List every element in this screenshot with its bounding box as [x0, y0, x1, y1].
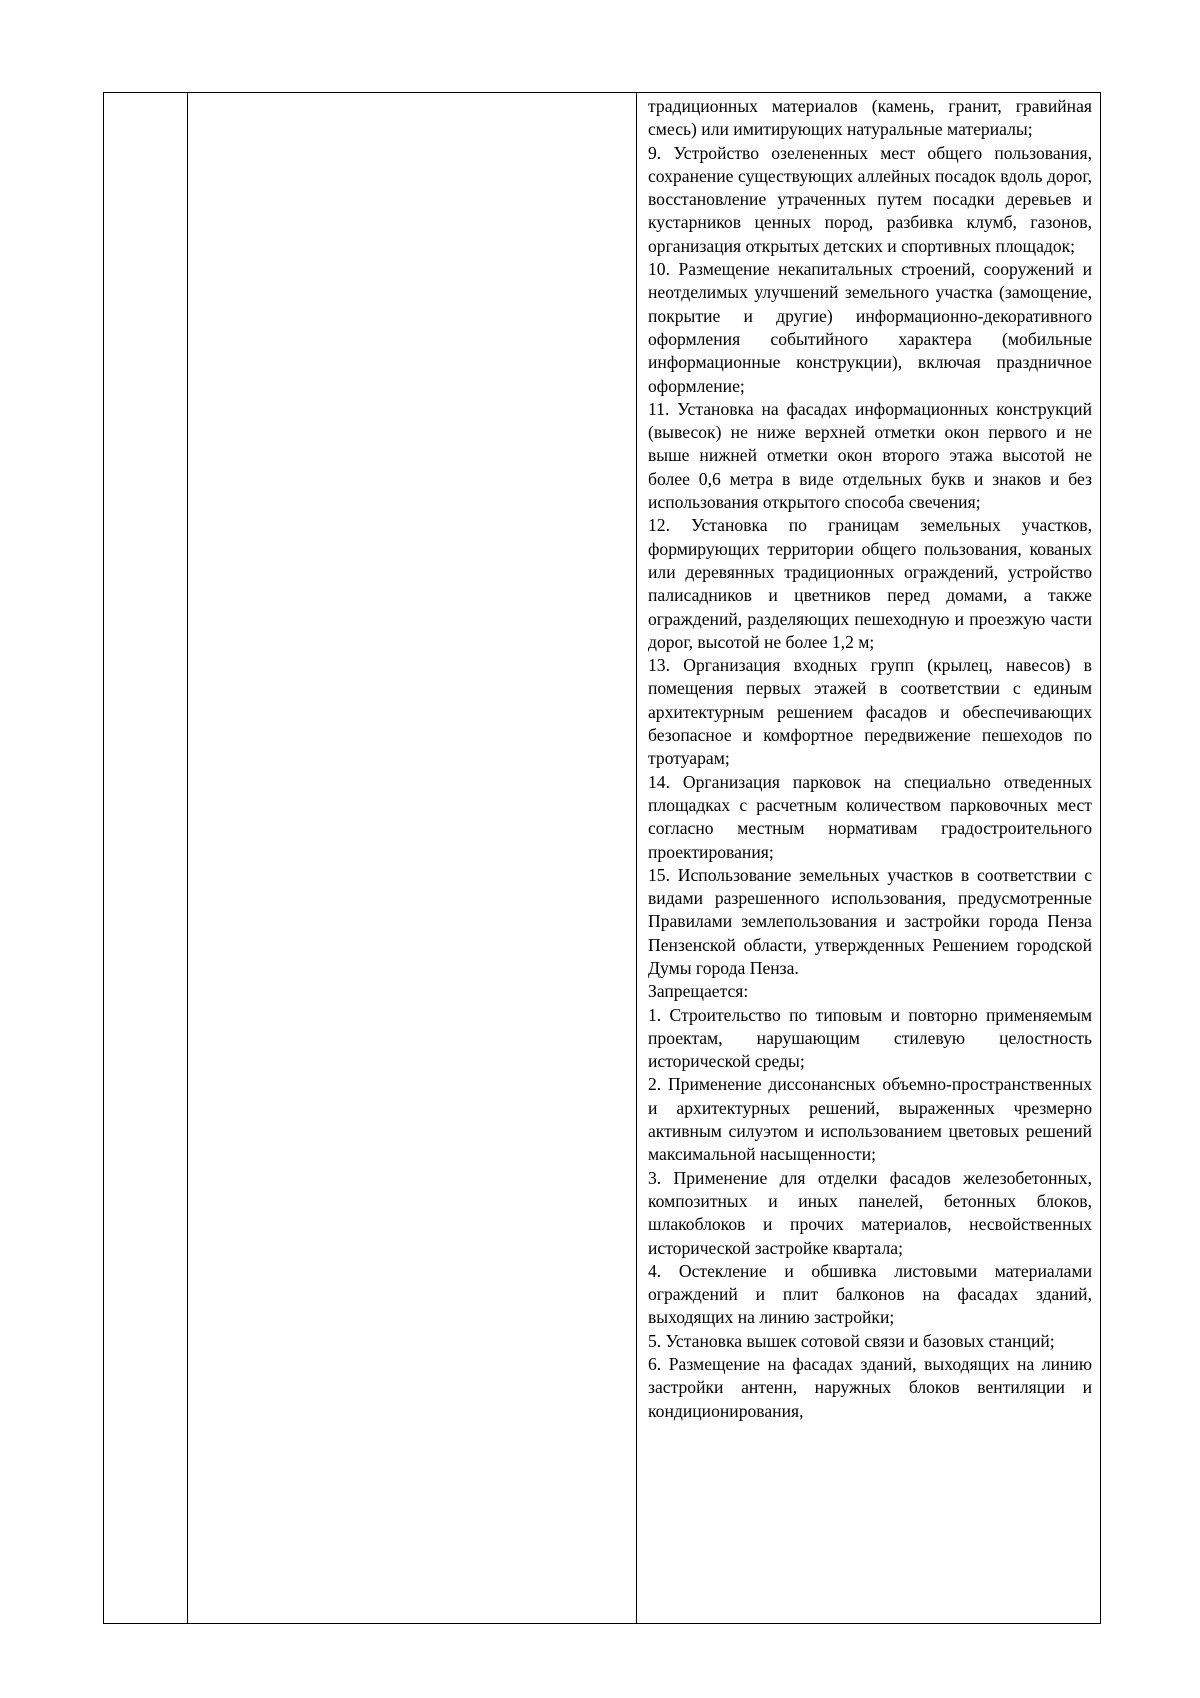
paragraph: 13. Организация входных групп (крылец, навесов) в помещения первых этажей в соответствии с единым архитектурным решением фасадов и обеспечивающих безопасное и комфортное передвижение пешеходов по тротуарам; — [648, 655, 1092, 769]
paragraph: 11. Установка на фасадах информационных конструкций (вывесок) не ниже верхней отметки окон первого и не выше нижней отметки окон второго этажа высотой не более 0,6 метра в виде отдельных букв и знаков и без использования открытого способа свечения; — [648, 398, 1092, 513]
paragraph: 14. Организация парковок на специально отведенных площадках с расчетным количеством парковочных мест согласно местным нормативам градостроительного проектирования; — [648, 771, 1092, 862]
paragraph: 10. Размещение некапитальных строений, сооружений и неотделимых улучшений земельного участка (замощение, покрытие и другие) информационно-декоративного оформления событийного характера (мобильные информационные конструкции), включая праздничное оформление; — [648, 259, 1092, 396]
paragraph: 5. Установка вышек сотовой связи и базовых станций; — [648, 1330, 1055, 1351]
table-cell-number — [104, 93, 188, 1624]
paragraph: 1. Строительство по типовым и повторно применяемым проектам, нарушающим стилевую целостность исторической среды; — [648, 1004, 1092, 1072]
table-cell-zone — [188, 93, 637, 1624]
requirements-text — [637, 93, 1100, 1623]
table-row — [104, 93, 1101, 1624]
paragraph: 15. Использование земельных участков в соответствии с видами разрешенного использования, предусмотренные Правилами землепользования и застройки города Пенза Пензенской области, утвержденных Решением городской Думы города Пенза. — [648, 864, 1092, 978]
paragraph: 4. Остекление и обшивка листовыми материалами ограждений и плит балконов на фасадах зданий, выходящих на линию застройки; — [648, 1260, 1092, 1328]
table-cell-requirements — [637, 93, 1101, 1624]
paragraph: традиционных материалов (камень, гранит, гравийная смесь) или имитирующих натуральные материалы; — [648, 96, 1092, 140]
section-heading: Запрещается: — [648, 981, 749, 1002]
paragraph: 6. Размещение на фасадах зданий, выходящих на линию застройки антенн, наружных блоков вентиляции и кондиционирования, — [648, 1354, 1092, 1421]
paragraph: 9. Устройство озелененных мест общего пользования, сохранение существующих аллейных посадок вдоль дорог, восстановление утраченных путем посадки деревьев и кустарников ценных пород, разбивка клумб, газонов, организация открытых детских и спортивных площадок; — [648, 142, 1092, 256]
regulations-table — [103, 92, 1101, 1624]
paragraph: 12. Установка по границам земельных участков, формирующих территории общего пользования, кованых или деревянных традиционных ограждений, устройство палисадников и цветников перед домами, а также ограждений, разделяющих пешеходную и проезжую части дорог, высотой не более 1,2 м; — [648, 515, 1092, 652]
paragraph: 2. Применение диссонансных объемно-пространственных и архитектурных решений, выраженных чрезмерно активным силуэтом и использованием цветовых решений максимальной насыщенности; — [648, 1074, 1092, 1165]
paragraph: 3. Применение для отделки фасадов железобетонных, композитных и иных панелей, бетонных блоков, шлакоблоков и прочих материалов, несвойственных исторической застройке квартала; — [648, 1167, 1092, 1258]
